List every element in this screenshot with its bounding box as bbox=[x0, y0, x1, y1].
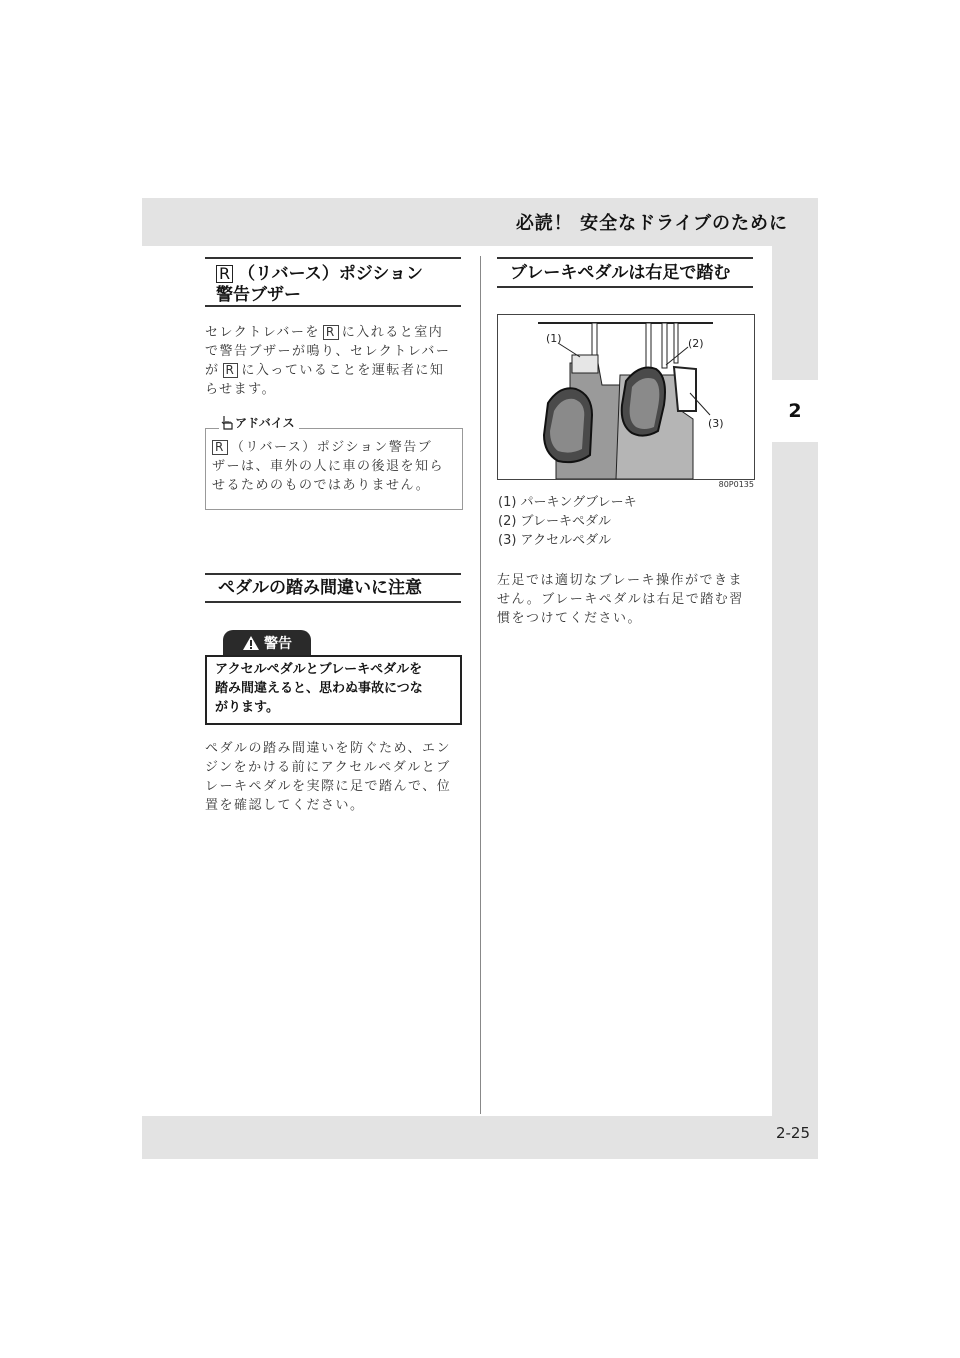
body-text-line: ペダルの踏み間違いを防ぐため、エン bbox=[205, 741, 451, 756]
advice-text-line: せるためのものではありません。 bbox=[212, 478, 431, 493]
warning-tab bbox=[223, 630, 311, 656]
figure-code: 80P0135 bbox=[718, 480, 754, 489]
body-text-run: セレクトレバーを bbox=[205, 325, 320, 340]
advice-label: アドバイス bbox=[235, 416, 295, 430]
advice-body-text bbox=[212, 438, 464, 495]
section-title-reverse-buzzer bbox=[216, 264, 461, 306]
legend-item: (3) アクセルペダル bbox=[498, 533, 612, 548]
section-rule-bottom bbox=[205, 305, 461, 307]
warning-triangle-icon bbox=[242, 635, 260, 651]
pointing-hand-icon bbox=[219, 415, 235, 431]
legend-item: (2) ブレーキペダル bbox=[498, 514, 612, 529]
brake-body-text bbox=[497, 571, 759, 628]
advice-text-line: ザーは、車外の人に車の後退を知ら bbox=[212, 459, 445, 474]
figure-legend bbox=[498, 493, 637, 550]
pedal-body-text bbox=[205, 739, 467, 815]
body-text-line: 左足では適切なブレーキ操作ができま bbox=[497, 573, 743, 588]
pedal-illustration bbox=[497, 314, 755, 480]
section-title-brake-right-foot: ブレーキペダルは右足で踏む bbox=[510, 263, 731, 283]
body-text-run: に入っていることを運転者に知 bbox=[241, 363, 445, 378]
warning-text-line: 踏み間違えると、思わぬ事故につな bbox=[215, 681, 423, 696]
warning-text-line: がります。 bbox=[215, 700, 279, 715]
body-text-line: 置を確認してください。 bbox=[205, 798, 365, 813]
callout-3: (3) bbox=[708, 417, 724, 430]
advice-text-run: （リバース）ポジション警告ブ bbox=[230, 440, 433, 455]
body-text-line: 慣をつけてください。 bbox=[497, 611, 643, 626]
section-title-pedal-mistake: ペダルの踏み間違いに注意 bbox=[218, 578, 422, 598]
section-rule-top bbox=[497, 257, 753, 259]
chapter-tab bbox=[772, 380, 818, 442]
pedal-diagram bbox=[498, 315, 754, 479]
body-text-run: が bbox=[205, 363, 220, 378]
advice-header bbox=[219, 414, 299, 431]
r-key-inline: R bbox=[323, 325, 339, 340]
running-header bbox=[142, 198, 788, 246]
body-text-run: に入れると室内 bbox=[341, 325, 444, 340]
callout-2: (2) bbox=[688, 337, 704, 350]
r-key-glyph: R bbox=[216, 265, 233, 283]
running-header-title: 必読！ 安全なドライブのために bbox=[515, 213, 788, 234]
body-text-line: レーキペダルを実際に足で踏んで、位 bbox=[205, 779, 452, 794]
callout-1: (1) bbox=[546, 332, 562, 345]
body-text-line: で警告ブザーが鳴り、セレクトレバー bbox=[205, 344, 451, 359]
body-text-line: せん。ブレーキペダルは右足で踏む習 bbox=[497, 592, 744, 607]
warning-text-line: アクセルペダルとブレーキペダルを bbox=[215, 662, 423, 677]
r-key-inline: R bbox=[212, 440, 228, 455]
warning-label: 警告 bbox=[264, 636, 292, 652]
r-key-inline: R bbox=[223, 363, 239, 378]
column-divider bbox=[480, 256, 481, 1114]
warning-text bbox=[215, 660, 455, 717]
title-line1: （リバース）ポジション bbox=[238, 264, 423, 284]
page-number: 2-25 bbox=[775, 1124, 810, 1142]
reverse-body-text bbox=[205, 323, 465, 399]
section-rule-bottom bbox=[205, 601, 461, 603]
body-text-line: らせます。 bbox=[205, 382, 277, 397]
section-rule-top bbox=[205, 573, 461, 575]
section-rule-bottom bbox=[497, 286, 753, 288]
legend-item: (1) パーキングブレーキ bbox=[498, 495, 637, 510]
title-line2: 警告ブザー bbox=[216, 285, 301, 305]
body-text-line: ジンをかける前にアクセルペダルとブ bbox=[205, 760, 451, 775]
section-rule-top bbox=[205, 257, 461, 259]
chapter-number: 2 bbox=[788, 400, 802, 422]
